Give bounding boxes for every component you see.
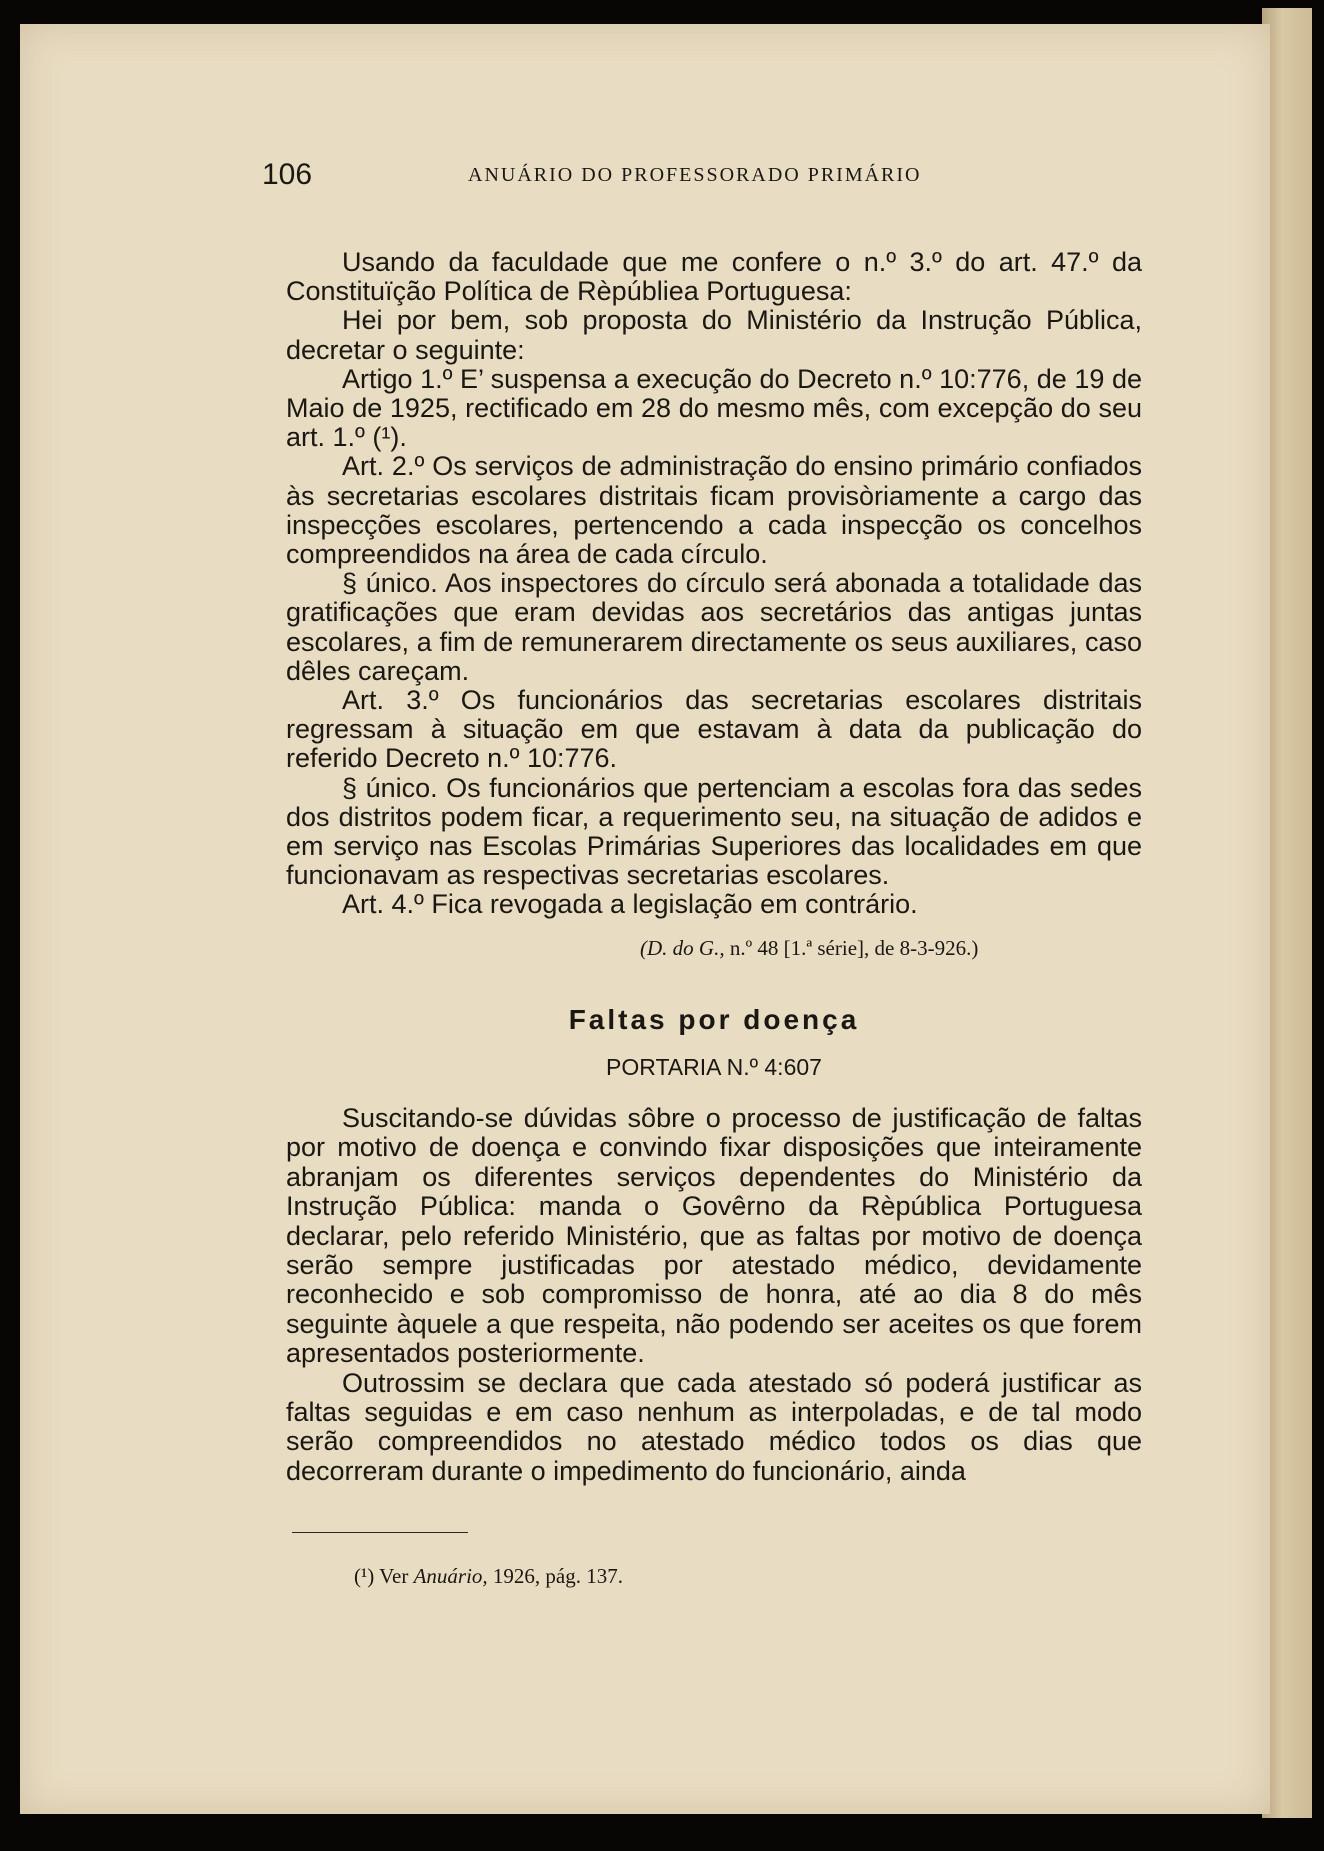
footnote-marker: (¹) bbox=[354, 1564, 375, 1588]
paragraph: Art. 4.º Fica revogada a legislação em contrário. bbox=[342, 889, 918, 920]
footnote-text-end: 1926, pág. 137. bbox=[487, 1564, 623, 1588]
footnote-work: Anuário, bbox=[413, 1564, 488, 1588]
page-number: 106 bbox=[262, 158, 313, 191]
footnote bbox=[354, 1564, 623, 1589]
decree-body bbox=[286, 248, 1142, 920]
paragraph: § único. Os funcionários que pertenciam a escolas fora das sedes dos distritos podem ficar, a requerimento seu, na situação de adidos e em serviço nas Escolas Primárias Superiores das localidades em que funcionavam as respectivas secretarias escolares. bbox=[286, 772, 1142, 891]
running-title: ANUÁRIO DO PROFESSORADO PRIMÁRIO bbox=[468, 164, 922, 186]
paragraph: Hei por bem, sob proposta do Ministério da Instrução Pública, decretar o seguinte: bbox=[286, 305, 1142, 365]
decree-citation bbox=[640, 936, 978, 961]
paragraph: Art. 2.º Os serviços de administração do ensino primário confiados às secretarias escolares distritais ficam provisòriamente a cargo das inspecções escolares, pertencendo a cada inspecção os concelhos compreendidos na área de cada círculo. bbox=[286, 451, 1142, 570]
footnote-rule bbox=[292, 1532, 468, 1533]
running-head bbox=[262, 158, 982, 198]
paragraph: Suscitando-se dúvidas sôbre o processo de justificação de faltas por motivo de doença e convindo fixar disposições que inteiramente abranjam os diferentes serviços dependentes do Ministério da Instrução Pública: manda o Govêrno da Rèpública Portuguesa declarar, pelo referido Ministério, que as faltas por motivo de doença serão sempre justificadas por atestado médico, devidamente reconhecido e sob compromisso de honra, até ao dia 8 do mês seguinte àquele a que respeita, não podendo ser aceites os que forem apresentados posteriormente. bbox=[286, 1103, 1142, 1369]
portaria-body bbox=[286, 1104, 1142, 1486]
paragraph: Outrossim se declara que cada atestado só poderá justificar as faltas seguidas e em caso nenhum as interpoladas, e de tal modo serão compreendidos no atestado médico todos os dias que decorreram durante o impedimento do funcionário, ainda bbox=[286, 1367, 1142, 1486]
footnote-text: Ver bbox=[374, 1564, 414, 1588]
paragraph: § único. Aos inspectores do círculo será abonada a totalidade das gratificações que eram devidas aos secretários das antigas juntas escolares, a fim de remunerarem directamente os seus auxiliares, caso dêles careçam. bbox=[286, 568, 1142, 686]
paragraph: Usando da faculdade que me confere o n.º 3.º do art. 47.º da Constituïção Política de Rèpúbliea Portuguesa: bbox=[286, 247, 1142, 307]
portaria-title: PORTARIA N.º 4:607 bbox=[606, 1054, 822, 1080]
citation-rest: n.º 48 [1.ª série], de 8-3-926.) bbox=[724, 936, 979, 960]
citation-source: (D. do G., bbox=[640, 936, 725, 960]
paragraph: Art. 3.º Os funcionários das secretarias escolares distritais regressam à situação em que estavam à data da publicação do referido Decreto n.º 10:776. bbox=[286, 685, 1142, 774]
paragraph: Artigo 1.º E’ suspensa a execução do Decreto n.º 10:776, de 19 de Maio de 1925, rectificado em 28 do mesmo mês, com excepção do seu art. 1.º (¹). bbox=[286, 363, 1142, 453]
section-heading: Faltas por doença bbox=[568, 1004, 860, 1035]
